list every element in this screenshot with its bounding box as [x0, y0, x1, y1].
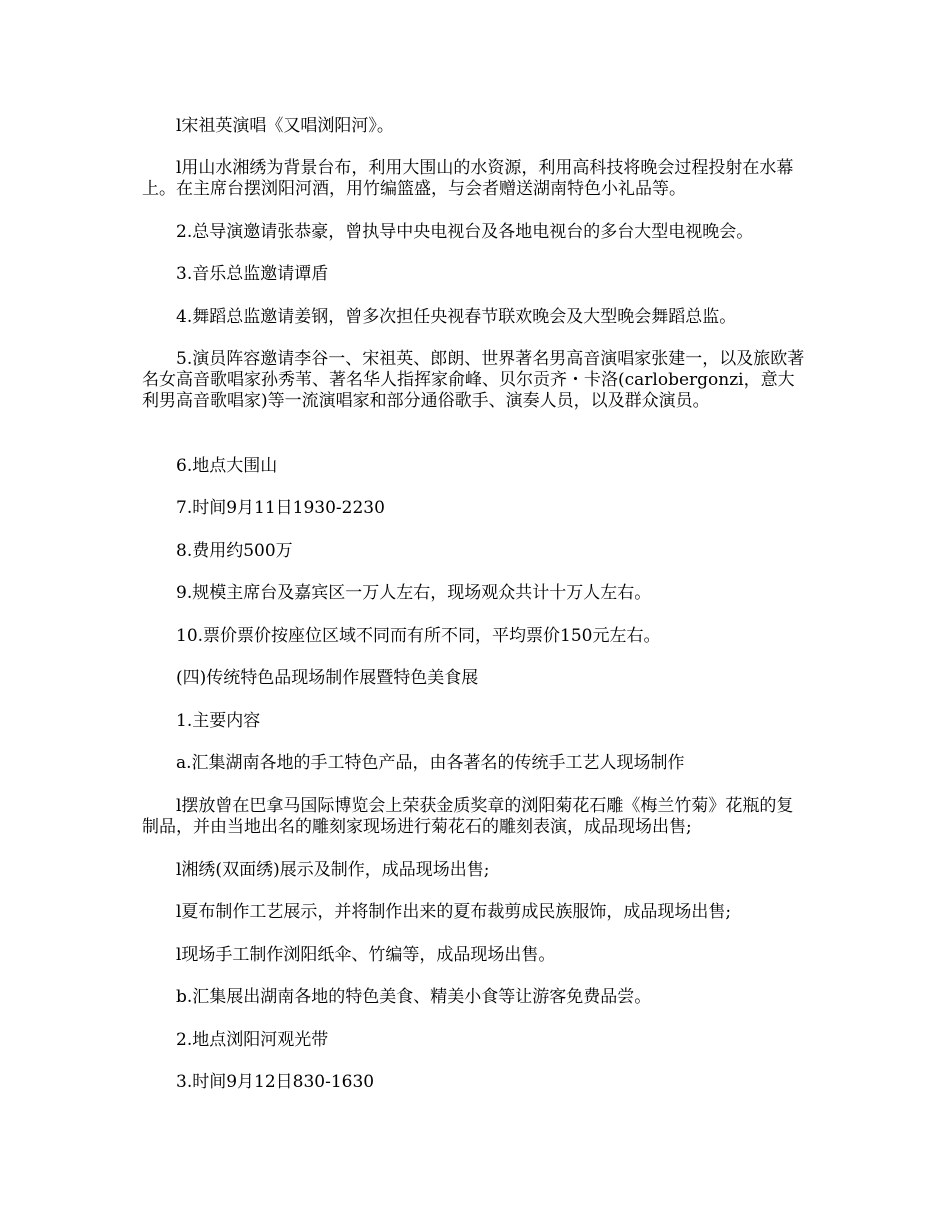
paragraph-handicrafts: a.汇集湖南各地的手工特色产品，由各著名的传统手工艺人现场制作: [176, 753, 685, 773]
paragraph-main-content: 1.主要内容: [176, 711, 261, 731]
paragraph-venue: 6.地点大围山: [176, 456, 278, 476]
paragraph-chrysanthemum-stone: l摆放曾在巴拿马国际博览会上荣获金质奖章的浏阳菊花石雕《梅兰竹菊》花瓶的复制品，并由当地出名的雕刻家现场进行菊花石的雕刻表演，成品现场出售;: [142, 796, 794, 837]
paragraph-cost: 8.费用约500万: [176, 541, 293, 561]
paragraph-music-director: 3.音乐总监邀请谭盾: [176, 264, 329, 284]
paragraph-food: b.汇集展出湖南各地的特色美食、精美小食等让游客免费品尝。: [176, 987, 652, 1007]
paragraph-ticket-price: 10.票价票价按座位区域不同而有所不同，平均票价150元左右。: [176, 626, 661, 646]
paragraph-stage-design: l用山水湘绣为背景台布，利用大围山的水资源，利用高科技将晚会过程投射在水幕上。在主席台摆浏阳河酒，用竹编篮盛，与会者赠送湖南特色小礼品等。: [142, 158, 794, 199]
section-heading-crafts-food: (四)传统特色品现场制作展暨特色美食展: [176, 668, 479, 688]
paragraph-song-performance: l宋祖英演唱《又唱浏阳河》。: [176, 116, 394, 136]
paragraph-paper-umbrella: l现场手工制作浏阳纸伞、竹编等，成品现场出售。: [176, 945, 556, 965]
paragraph-embroidery: l湘绣(双面绣)展示及制作，成品现场出售;: [176, 860, 490, 880]
paragraph-time: 7.时间9月11日1930-2230: [176, 498, 385, 518]
paragraph-summer-cloth: l夏布制作工艺展示，并将制作出来的夏布裁剪成民族服饰，成品现场出售;: [176, 902, 732, 922]
paragraph-location: 2.地点浏阳河观光带: [176, 1030, 329, 1050]
paragraph-performers: 5.演员阵容邀请李谷一、宋祖英、郎朗、世界著名男高音演唱家张建一，以及旅欧著名女高音歌唱家孙秀苇、著名华人指挥家俞峰、贝尔贡齐・卡洛(carlobergonzi，意大利男高音歌唱家)等一流演唱家和部分通俗歌手、演奏人员，以及群众演员。: [142, 349, 805, 411]
paragraph-dance-director: 4.舞蹈总监邀请姜钢，曾多次担任央视春节联欢晚会及大型晚会舞蹈总监。: [176, 307, 737, 327]
paragraph-schedule: 3.时间9月12日830-1630: [176, 1072, 375, 1092]
paragraph-director: 2.总导演邀请张恭豪，曾执导中央电视台及各地电视台的多台大型电视晚会。: [176, 222, 754, 242]
paragraph-scale: 9.规模主席台及嘉宾区一万人左右，现场观众共计十万人左右。: [176, 583, 652, 603]
